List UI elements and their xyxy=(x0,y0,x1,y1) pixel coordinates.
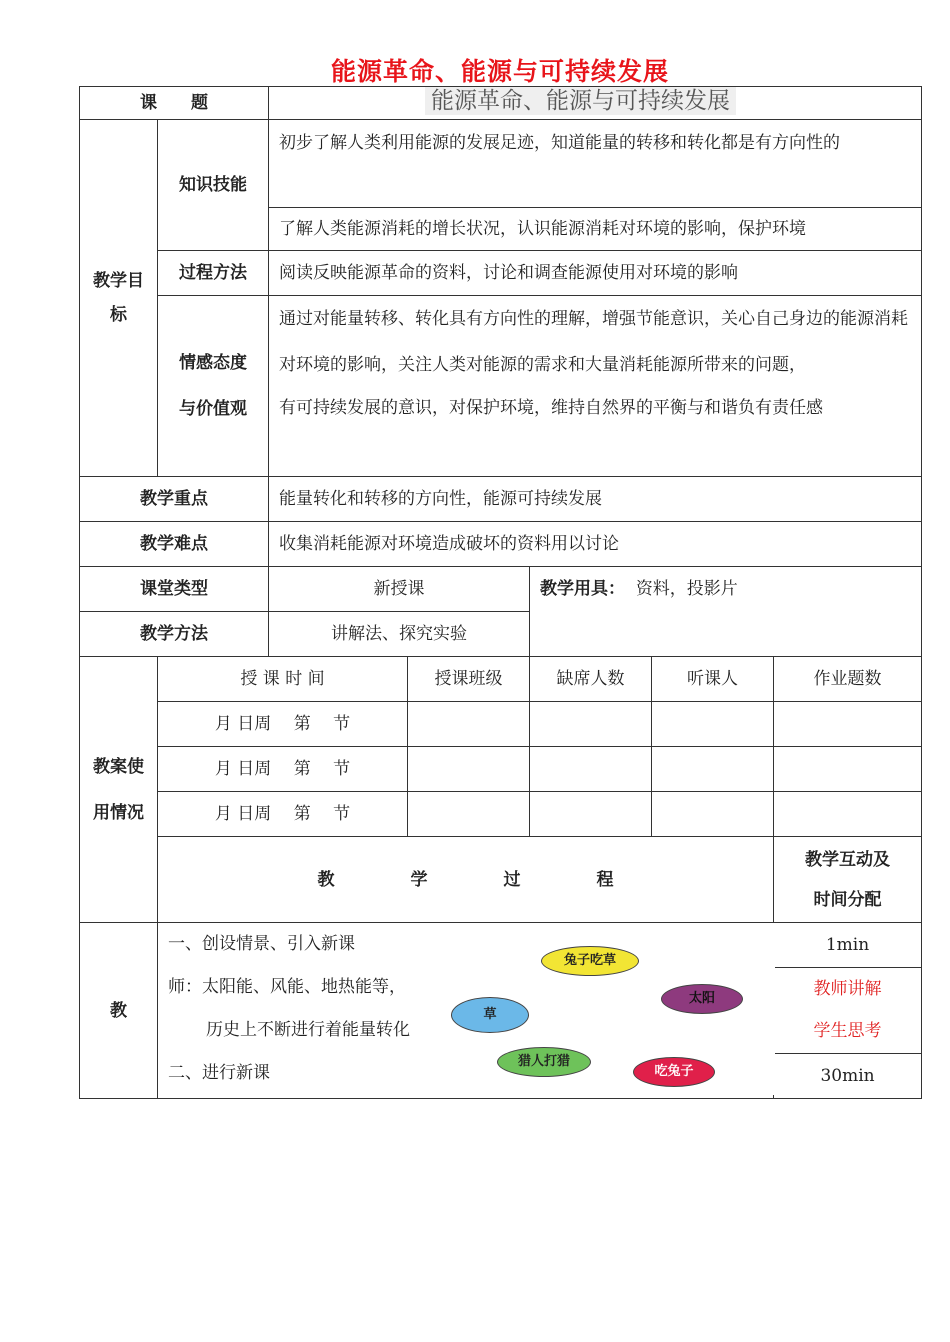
teacher-note xyxy=(774,968,922,1054)
usage-cell xyxy=(530,702,652,747)
interaction-line2: 时间分配 xyxy=(813,889,882,910)
process-char: 教 xyxy=(317,869,335,890)
tools-value: 资料，投影片 xyxy=(635,579,738,599)
teaching-line: 二、进行新课 xyxy=(168,1063,270,1083)
topic-label: 课 题 xyxy=(80,87,269,120)
usage-label-line1: 教案使 xyxy=(93,756,144,777)
usage-row-date: 月 日周 第 节 xyxy=(158,702,408,747)
node-eat-rabbit: 吃兔子 xyxy=(633,1057,715,1087)
usage-row-date: 月 日周 第 节 xyxy=(158,747,408,792)
knowledge-line2: 了解人类能源消耗的增长状况，认识能源消耗对环境的影响，保护环境 xyxy=(269,208,922,251)
node-grass: 草 xyxy=(451,997,529,1033)
teaching-line: 一、创设情景、引入新课 xyxy=(168,934,355,954)
process-char: 过 xyxy=(503,869,521,890)
usage-header-homework: 作业题数 xyxy=(774,657,922,702)
usage-row-date: 月 日周 第 节 xyxy=(158,792,408,837)
note-line2: 学生思考 xyxy=(813,1021,882,1041)
node-rabbit-eats-grass: 兔子吃草 xyxy=(541,946,639,976)
tools-label: 教学用具： xyxy=(540,579,625,599)
usage-label xyxy=(80,657,158,923)
teaching-line: 历史上不断进行着能量转化 xyxy=(206,1020,410,1040)
topic-cell xyxy=(269,87,922,120)
knowledge-line1: 初步了解人类利用能源的发展足迹，知道能量的转移和转化都是有方向性的 xyxy=(269,120,922,208)
attitude-line1: 通过对能量转移、转化具有方向性的理解，增强节能意识，关心自己身边的能源消耗对环境的影响，关注人类对能源的需求和大量消耗能源所带来的问题， xyxy=(279,309,908,375)
process-heading xyxy=(158,837,774,923)
usage-cell xyxy=(530,747,652,792)
attitude-label xyxy=(158,296,269,477)
usage-cell xyxy=(774,792,922,837)
objectives-label xyxy=(80,120,158,477)
attitude-line2: 有可持续发展的意识，对保护环境，维持自然界的平衡与和谐负有责任感 xyxy=(279,398,823,418)
teaching-side-label: 教 xyxy=(80,923,158,1099)
process-method-value: 阅读反映能源革命的资料，讨论和调查能源使用对环境的影响 xyxy=(269,251,922,296)
time-2: 30min xyxy=(774,1054,922,1099)
usage-cell xyxy=(408,747,530,792)
interaction-line1: 教学互动及 xyxy=(805,849,891,870)
time-1: 1min xyxy=(774,923,922,968)
attitude-value xyxy=(269,296,922,477)
usage-cell xyxy=(774,747,922,792)
usage-cell xyxy=(408,702,530,747)
difficulty-label: 教学难点 xyxy=(80,522,269,567)
class-type-label: 课堂类型 xyxy=(80,567,269,612)
usage-label-line2: 用情况 xyxy=(93,802,144,823)
node-hunter: 猎人打猎 xyxy=(497,1047,591,1077)
usage-header-time: 授 课 时 间 xyxy=(158,657,408,702)
node-sun: 太阳 xyxy=(661,984,743,1014)
class-type-value: 新授课 xyxy=(269,567,530,612)
process-char: 学 xyxy=(410,869,428,890)
teaching-line: 师：太阳能、风能、地热能等， xyxy=(168,977,406,997)
usage-cell xyxy=(652,747,774,792)
process-method-label: 过程方法 xyxy=(158,251,269,296)
process-char: 程 xyxy=(596,869,614,890)
attitude-label-line1: 情感态度 xyxy=(179,353,247,373)
key-point-value: 能量转化和转移的方向性，能源可持续发展 xyxy=(269,477,922,522)
usage-cell xyxy=(408,792,530,837)
method-label: 教学方法 xyxy=(80,612,269,657)
knowledge-label: 知识技能 xyxy=(158,120,269,251)
note-line1: 教师讲解 xyxy=(813,979,882,999)
interaction-heading xyxy=(774,837,922,923)
difficulty-value: 收集消耗能源对环境造成破坏的资料用以讨论 xyxy=(269,522,922,567)
usage-header-absent: 缺席人数 xyxy=(530,657,652,702)
attitude-label-line2: 与价值观 xyxy=(179,399,247,419)
page-title: 能源革命、能源与可持续发展 xyxy=(330,57,669,86)
usage-cell xyxy=(652,702,774,747)
energy-chain-diagram xyxy=(437,923,775,1095)
usage-cell xyxy=(652,792,774,837)
usage-cell xyxy=(530,792,652,837)
usage-cell xyxy=(774,702,922,747)
usage-header-observer: 听课人 xyxy=(652,657,774,702)
tools-cell xyxy=(530,567,922,657)
usage-header-class: 授课班级 xyxy=(408,657,530,702)
topic-value: 能源革命、能源与可持续发展 xyxy=(425,87,736,115)
key-point-label: 教学重点 xyxy=(80,477,269,522)
objectives-label-text: 教学目标 xyxy=(93,271,144,325)
method-value: 讲解法、探究实验 xyxy=(269,612,530,657)
